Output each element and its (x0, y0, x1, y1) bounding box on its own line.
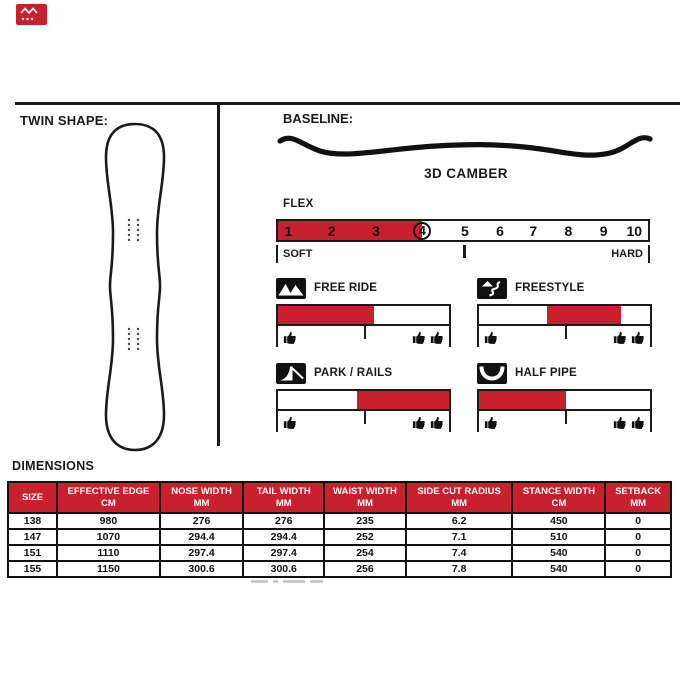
cell: 980 (57, 513, 160, 529)
table-header-row (8, 482, 671, 513)
faint-watermark (251, 580, 323, 583)
cell: 0 (605, 561, 671, 577)
thumb-up-icon (484, 414, 498, 430)
cell: 300.6 (160, 561, 244, 577)
cell: 294.4 (160, 529, 244, 545)
cell: 252 (324, 529, 406, 545)
halfpipe-icon (477, 363, 507, 384)
cell: 1110 (57, 545, 160, 561)
col-nose-width: NOSE WIDTH MM (160, 482, 244, 513)
thumb-up-icon (430, 414, 444, 430)
cell: 0 (605, 529, 671, 545)
flex-soft-hard-scale (276, 245, 650, 263)
cell: 1070 (57, 529, 160, 545)
thumb-up-icon (412, 329, 426, 345)
table-row (8, 529, 671, 545)
flex-fill (278, 221, 422, 240)
baseline-label: BASELINE: (283, 111, 354, 126)
center-tick (463, 245, 466, 258)
panel-half-pipe (477, 362, 652, 432)
freestyle-icon (477, 278, 507, 299)
cell: 540 (512, 545, 605, 561)
thumb-up-icon (631, 329, 645, 345)
freestyle-fill (547, 306, 621, 324)
cell: 7.1 (406, 529, 513, 545)
cell: 7.4 (406, 545, 513, 561)
mountains-icon (276, 278, 306, 299)
cell: 294.4 (243, 529, 324, 545)
cell: 151 (8, 545, 57, 561)
flex-num-5: 5 (460, 222, 469, 239)
top-divider (15, 102, 680, 105)
half-pipe-rating-bar (477, 389, 652, 411)
flex-num-8: 8 (564, 222, 573, 239)
cell: 256 (324, 561, 406, 577)
flex-scale-bar (276, 219, 650, 242)
center-tick (565, 411, 568, 424)
free-ride-scale (276, 326, 451, 347)
center-tick (364, 326, 367, 339)
free-ride-rating-bar (276, 304, 451, 326)
twin-shape-label: TWIN SHAPE: (20, 113, 109, 128)
half-pipe-label: HALF PIPE (515, 367, 577, 379)
park-rails-icon (276, 363, 306, 384)
cell: 450 (512, 513, 605, 529)
brand-logo (16, 4, 47, 25)
half-pipe-fill (479, 391, 566, 409)
cell: 7.8 (406, 561, 513, 577)
center-tick (364, 411, 367, 424)
col-effective-edge: EFFECTIVE EDGE CM (57, 482, 160, 513)
hard-label: HARD (611, 247, 643, 260)
col-stance-width: STANCE WIDTH CM (512, 482, 605, 513)
freestyle-scale (477, 326, 652, 347)
thumb-up-icon (283, 329, 297, 345)
flex-num-3: 3 (372, 222, 380, 239)
center-tick (565, 326, 568, 339)
thumb-up-icon (484, 329, 498, 345)
cell: 276 (243, 513, 324, 529)
col-setback: SETBACK MM (605, 482, 671, 513)
free-ride-label: FREE RIDE (314, 282, 378, 294)
flex-num-7: 7 (529, 222, 538, 239)
panel-freestyle (477, 277, 652, 347)
table-row (8, 561, 671, 577)
flex-num-4-selected: 4 (413, 222, 431, 240)
flex-label: FLEX (283, 198, 314, 210)
table-row (8, 545, 671, 561)
thumb-up-icon (613, 329, 627, 345)
vertical-divider (217, 105, 220, 446)
cell: 0 (605, 545, 671, 561)
flex-num-6: 6 (496, 222, 504, 239)
freestyle-label: FREESTYLE (515, 282, 585, 294)
cell: 510 (512, 529, 605, 545)
flex-num-9: 9 (599, 222, 608, 239)
dimensions-table (7, 481, 672, 578)
cell: 235 (324, 513, 406, 529)
free-ride-fill (278, 306, 374, 324)
cell: 6.2 (406, 513, 513, 529)
cell: 0 (605, 513, 671, 529)
dimensions-title: DIMENSIONS (12, 459, 95, 473)
brand-logo-icon (16, 4, 47, 25)
cell: 155 (8, 561, 57, 577)
freestyle-rating-bar (477, 304, 652, 326)
thumb-up-icon (283, 414, 297, 430)
half-pipe-scale (477, 411, 652, 432)
col-size: SIZE (8, 482, 57, 513)
col-tail-width: TAIL WIDTH MM (243, 482, 324, 513)
flex-num-2: 2 (327, 222, 336, 239)
col-side-cut-radius: SIDE CUT RADIUS MM (406, 482, 513, 513)
cell: 254 (324, 545, 406, 561)
thumb-up-icon (412, 414, 426, 430)
thumb-up-icon (613, 414, 627, 430)
camber-type-label: 3D CAMBER (424, 166, 508, 181)
park-rails-fill (357, 391, 449, 409)
cell: 297.4 (243, 545, 324, 561)
snowboard-outline (70, 121, 200, 453)
flex-num-1: 1 (284, 222, 293, 239)
park-rails-rating-bar (276, 389, 451, 411)
cell: 147 (8, 529, 57, 545)
panel-free-ride (276, 277, 451, 347)
camber-profile-curve (272, 128, 658, 170)
cell: 297.4 (160, 545, 244, 561)
thumb-up-icon (631, 414, 645, 430)
col-waist-width: WAIST WIDTH MM (324, 482, 406, 513)
cell: 138 (8, 513, 57, 529)
panel-park-rails (276, 362, 451, 432)
cell: 1150 (57, 561, 160, 577)
soft-label: SOFT (283, 247, 313, 260)
park-rails-scale (276, 411, 451, 432)
cell: 300.6 (243, 561, 324, 577)
cell: 276 (160, 513, 244, 529)
table-row (8, 513, 671, 529)
thumb-up-icon (430, 329, 444, 345)
park-rails-label: PARK / RAILS (314, 367, 393, 379)
cell: 540 (512, 561, 605, 577)
flex-num-10: 10 (626, 222, 643, 239)
